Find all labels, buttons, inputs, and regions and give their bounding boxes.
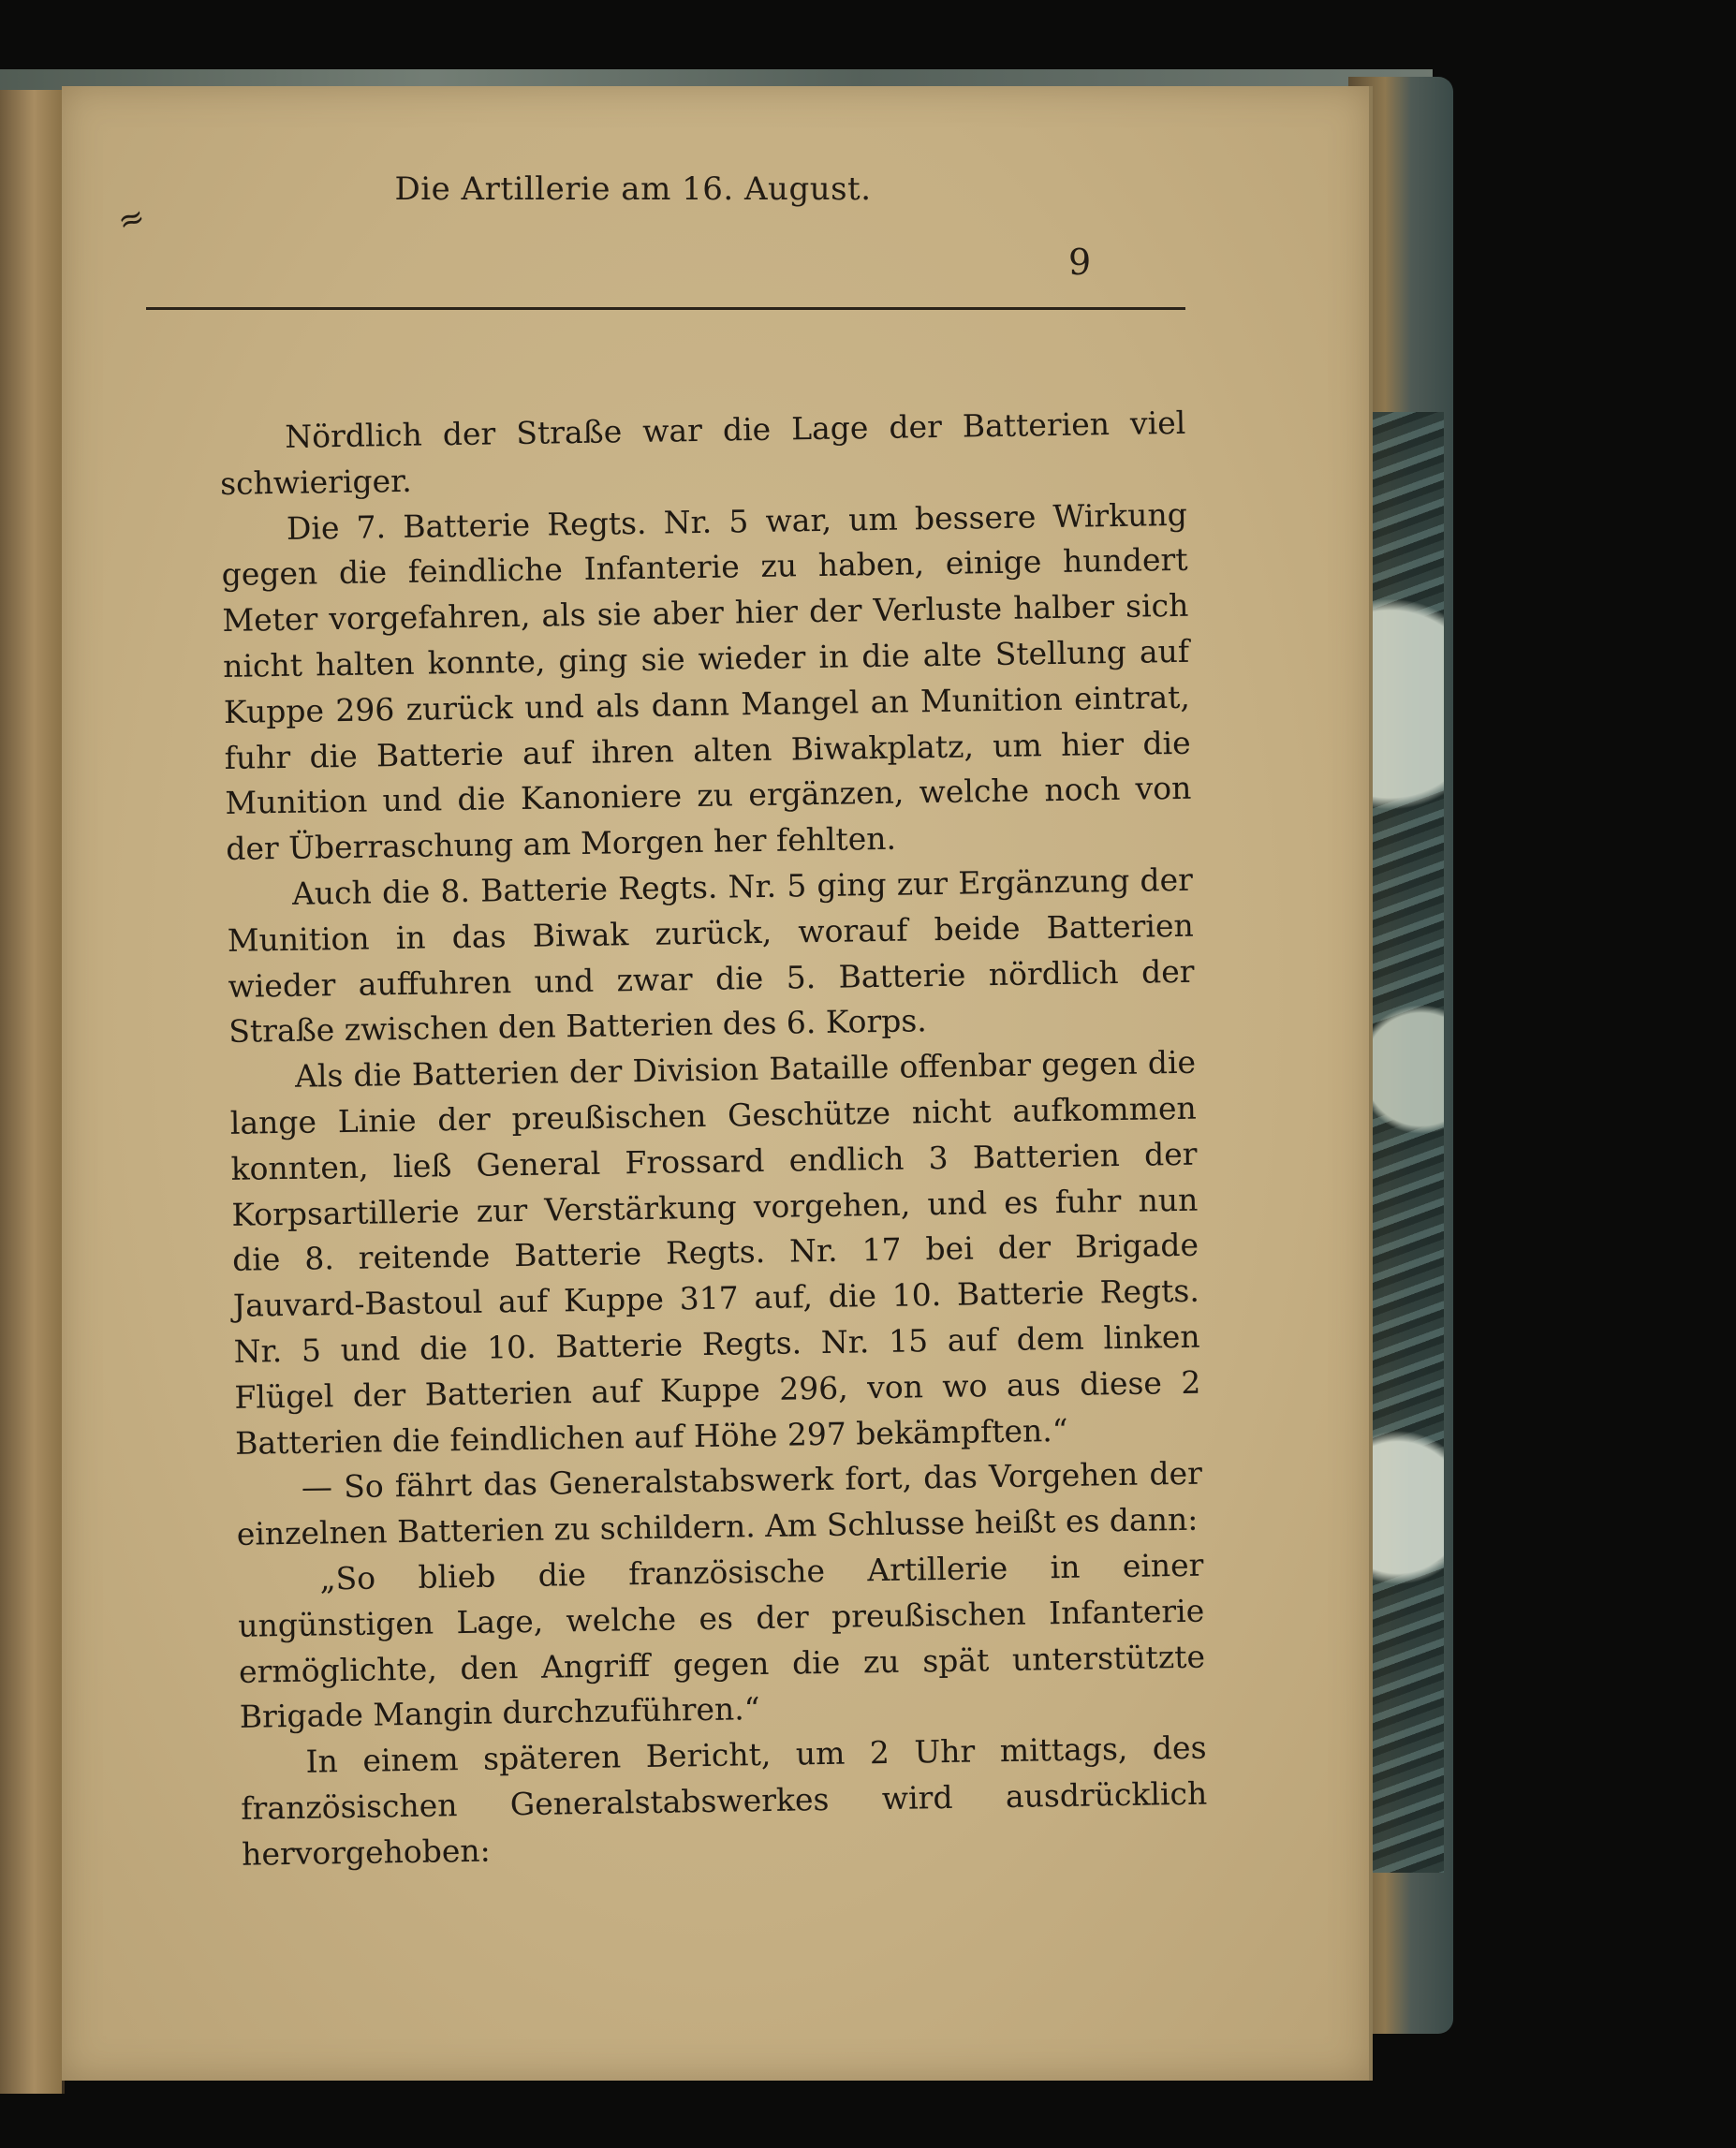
- paragraph: Als die Batterien der Division Bataille offenbar gegen die lange Linie der preußischen Geschütze nicht aufkommen konnten, ließ General Frossard endlich 3 Batterien der Korpsartillerie zur Verstärkung vorgehen, und es fuhr nun die 8. reitende Batterie Regts. Nr. 17 bei der Brigade Jauvard-Bastoul auf Kuppe 317 auf, die 10. Batterie Regts. Nr. 5 und die 10. Batterie Regts. Nr. 15 auf dem linken Flügel der Batterien auf Kuppe 296, von wo aus diese 2 Batterien die feindlichen auf Höhe 297 bekämpften.“: [229, 1043, 1201, 1462]
- paragraph: Die 7. Batterie Regts. Nr. 5 war, um bessere Wirkung gegen die feindliche Infanterie zu haben, einige hundert Meter vorgefahren, als sie aber hier der Verluste halber sich nicht halten konnte, ging sie wieder in die alte Stellung auf Kuppe 296 zurück und als dann Mangel an Munition eintrat, fuhr die Batterie auf ihren alten Biwakplatz, um hier die Munition und die Kanoniere zu ergänzen, welche noch von der Überraschung am Morgen her fehlten.: [221, 495, 1192, 868]
- page-header-rule: [146, 242, 1185, 310]
- left-page-edge: [0, 90, 65, 2094]
- running-title: Die Artillerie am 16. August.: [394, 170, 872, 208]
- paragraph: — So fährt das Generalstabswerk fort, das Vorgehen der einzelnen Batterien zu schildern. Am Schlusse heißt es dann:: [236, 1454, 1203, 1552]
- book-page: [62, 86, 1373, 2081]
- paragraph: Nördlich der Straße war die Lage der Batterien viel schwieriger.: [219, 404, 1186, 502]
- header-ornament: ≈: [112, 197, 150, 242]
- quote-paragraph: „So blieb die französische Artillerie in einer ungünstigen Lage, welche es der preußischen Infanterie ermöglichte, den Angriff gegen die zu spät unterstützte Brigade Mangin durchzuführen.“: [237, 1546, 1206, 1736]
- paragraph: Auch die 8. Batterie Regts. Nr. 5 ging zur Ergänzung der Munition in das Biwak zurück, worauf beide Batterien wieder auffuhren und zwar die 5. Batterie nördlich der Straße zwischen den Batterien des 6. Korps.: [227, 861, 1195, 1051]
- page-body: [219, 401, 1208, 1878]
- paragraph: In einem späteren Bericht, um 2 Uhr mittags, des französischen Generalstabswerkes wird ausdrücklich hervorgehoben:: [241, 1729, 1208, 1873]
- page-number: 9: [1068, 242, 1092, 283]
- marbled-endpaper: [1367, 412, 1444, 1873]
